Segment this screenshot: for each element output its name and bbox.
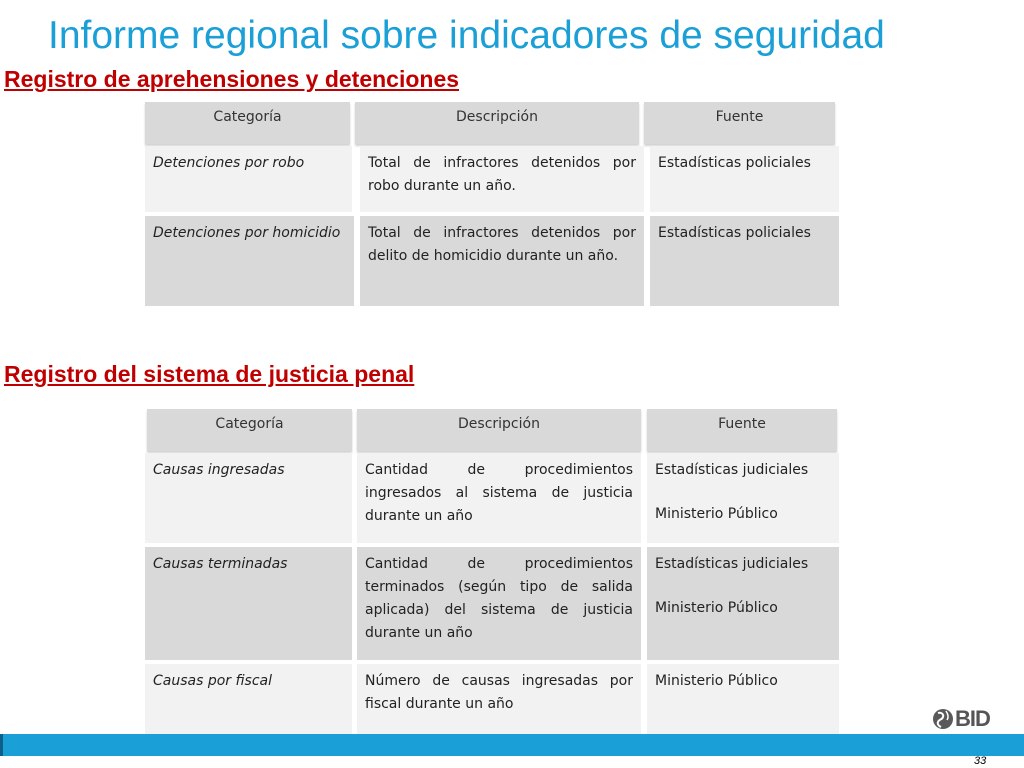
header-fuente: Fuente	[644, 102, 835, 144]
header-descripcion: Descripción	[357, 409, 641, 451]
section-heading-justicia-penal: Registro del sistema de justicia penal	[4, 361, 415, 387]
table-aprehensiones	[145, 102, 839, 306]
table-cell-description: Total de infractores detenidos por delito de homicidio durante un año.	[360, 216, 644, 306]
page-number: 33	[974, 755, 987, 767]
table-cell-source: Ministerio Público	[647, 664, 839, 737]
source-line: Ministerio Público	[655, 600, 778, 616]
footer-band	[0, 734, 1024, 756]
table-cell-source: Estadísticas policiales	[650, 146, 839, 212]
table-justicia-penal	[145, 409, 839, 737]
logo-text: BID	[955, 706, 990, 731]
header-categoria: Categoría	[147, 409, 352, 451]
table-cell-description: Cantidad de procedimientos ingresados al sistema de justicia durante un año	[357, 453, 641, 543]
source-line: Estadísticas judiciales	[655, 556, 809, 572]
table-cell-category: Detenciones por robo	[145, 146, 352, 212]
section-heading-aprehensiones: Registro de aprehensiones y detenciones	[4, 66, 460, 92]
slide-title: Informe regional sobre indicadores de seguridad	[48, 14, 885, 57]
table-cell-category: Causas por fiscal	[145, 664, 352, 737]
table-cell-category: Detenciones por homicidio	[145, 216, 354, 306]
table-cell-category: Causas ingresadas	[145, 453, 352, 543]
footer-band-accent	[0, 734, 3, 756]
table-cell-description: Número de causas ingresadas por fiscal durante un año	[357, 664, 641, 737]
header-fuente: Fuente	[647, 409, 837, 451]
table-cell-source	[647, 547, 839, 660]
table-cell-category: Causas terminadas	[145, 547, 352, 660]
source-line: Estadísticas judiciales	[655, 462, 809, 478]
header-categoria: Categoría	[145, 102, 350, 144]
table-cell-source	[647, 453, 839, 543]
globe-icon	[932, 707, 954, 731]
header-descripcion: Descripción	[355, 102, 639, 144]
table-cell-description: Cantidad de procedimientos terminados (según tipo de salida aplicada) del sistema de justicia durante un año	[357, 547, 641, 660]
source-line: Ministerio Público	[655, 506, 778, 522]
table-cell-description: Total de infractores detenidos por robo durante un año.	[360, 146, 644, 212]
table-cell-source: Estadísticas policiales	[650, 216, 839, 306]
bid-logo	[932, 706, 990, 732]
